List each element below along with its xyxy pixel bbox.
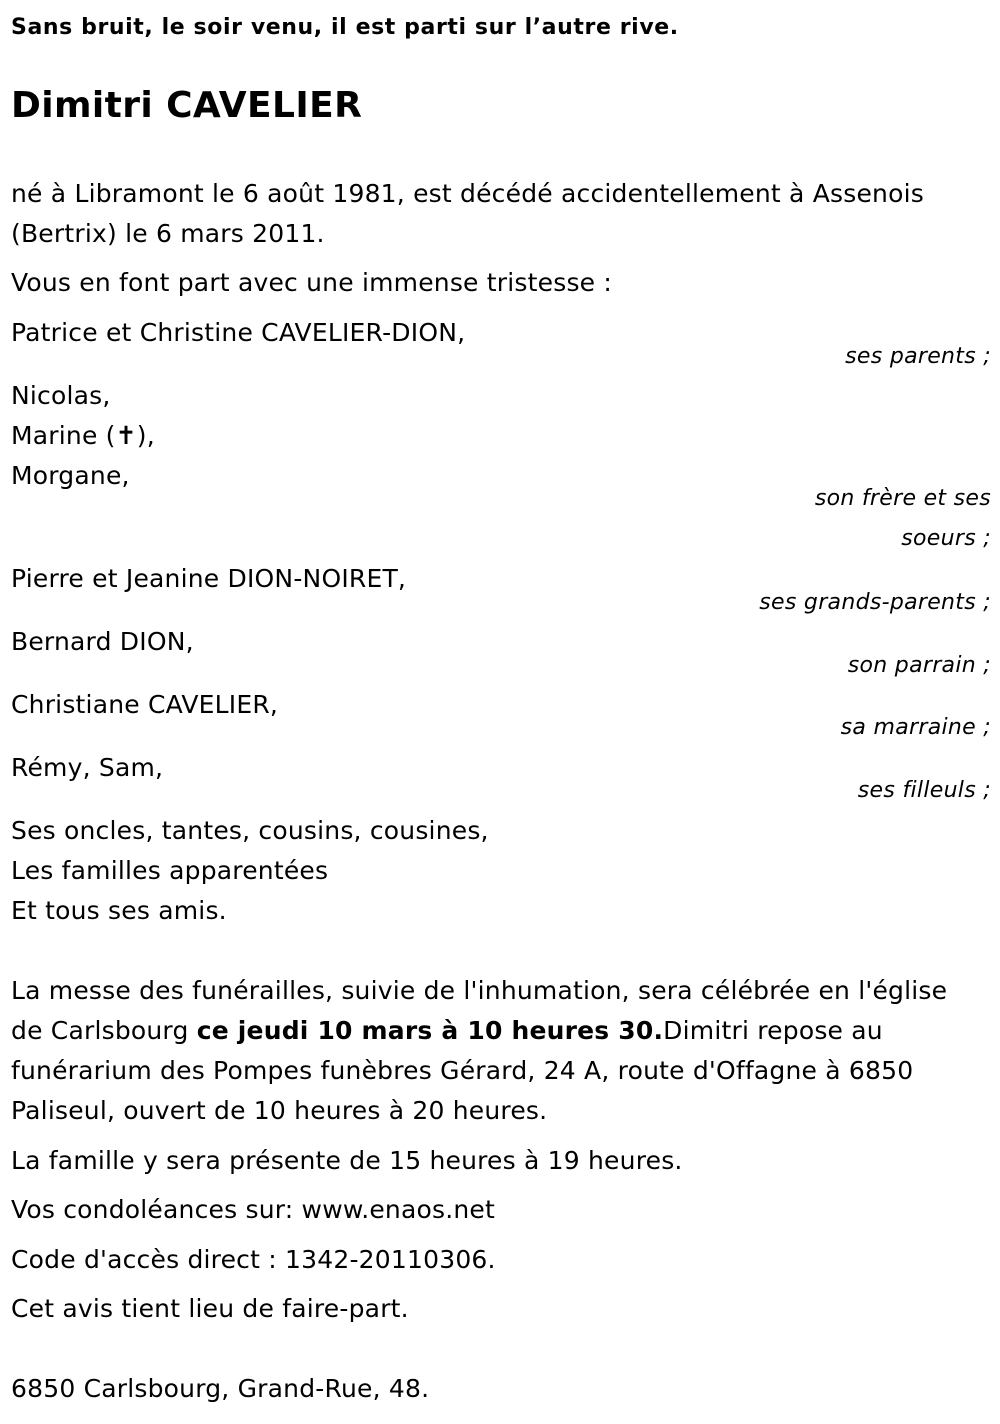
godchildren-role: ses filleuls ; [857,778,991,803]
godfather-name: Bernard DION, [11,627,194,656]
godfather-role: son parrain ; [847,653,991,678]
funeral-line-3: funérarium des Pompes funèbres Gérard, 24 A, route d'Offagne à 6850 [11,1056,914,1085]
funeral-line-4: Paliseul, ouvert de 10 heures à 20 heures. [11,1096,548,1125]
birth-death-line-2: (Bertrix) le 6 mars 2011. [11,219,325,248]
address-line: 6850 Carlsbourg, Grand-Rue, 48. [11,1374,430,1403]
siblings-role-line-1: son frère et ses [814,486,991,511]
siblings-role-line-2: soeurs ; [901,526,991,551]
sibling-name: Marine (✝), [11,421,155,450]
other-relatives-line: Et tous ses amis. [11,896,227,925]
family-presence: La famille y sera présente de 15 heures à 19 heures. [11,1146,683,1175]
godmother-name: Christiane CAVELIER, [11,690,279,719]
notice-line: Cet avis tient lieu de faire-part. [11,1294,409,1323]
condolences-line: Vos condoléances sur: www.enaos.net [11,1195,495,1224]
parents-role: ses parents ; [845,344,991,369]
funeral-rest-note: Dimitri repose au [663,1016,883,1045]
sibling-name: Morgane, [11,461,130,490]
funeral-place: de Carlsbourg [11,1016,197,1045]
access-code: Code d'accès direct : 1342-20110306. [11,1245,496,1274]
other-relatives-line: Ses oncles, tantes, cousins, cousines, [11,816,489,845]
sibling-name: Nicolas, [11,381,111,410]
deceased-name: Dimitri CAVELIER [11,85,363,126]
grandparents-names: Pierre et Jeanine DION-NOIRET, [11,564,407,593]
funeral-line-1: La messe des funérailles, suivie de l'inhumation, sera célébrée en l'église [11,976,948,1005]
funeral-line-2 [11,1015,883,1047]
grandparents-role: ses grands-parents ; [759,590,991,615]
godchildren-names: Rémy, Sam, [11,753,164,782]
parents-names: Patrice et Christine CAVELIER-DION, [11,318,466,347]
godmother-role: sa marraine ; [840,715,991,740]
epitaph: Sans bruit, le soir venu, il est parti sur l’autre rive. [11,15,679,40]
other-relatives-line: Les familles apparentées [11,856,329,885]
intro-line: Vous en font part avec une immense tristesse : [11,268,613,297]
birth-death-line-1: né à Libramont le 6 août 1981, est décédé accidentellement à Assenois [11,179,924,208]
funeral-date-time: ce jeudi 10 mars à 10 heures 30. [196,1016,664,1045]
